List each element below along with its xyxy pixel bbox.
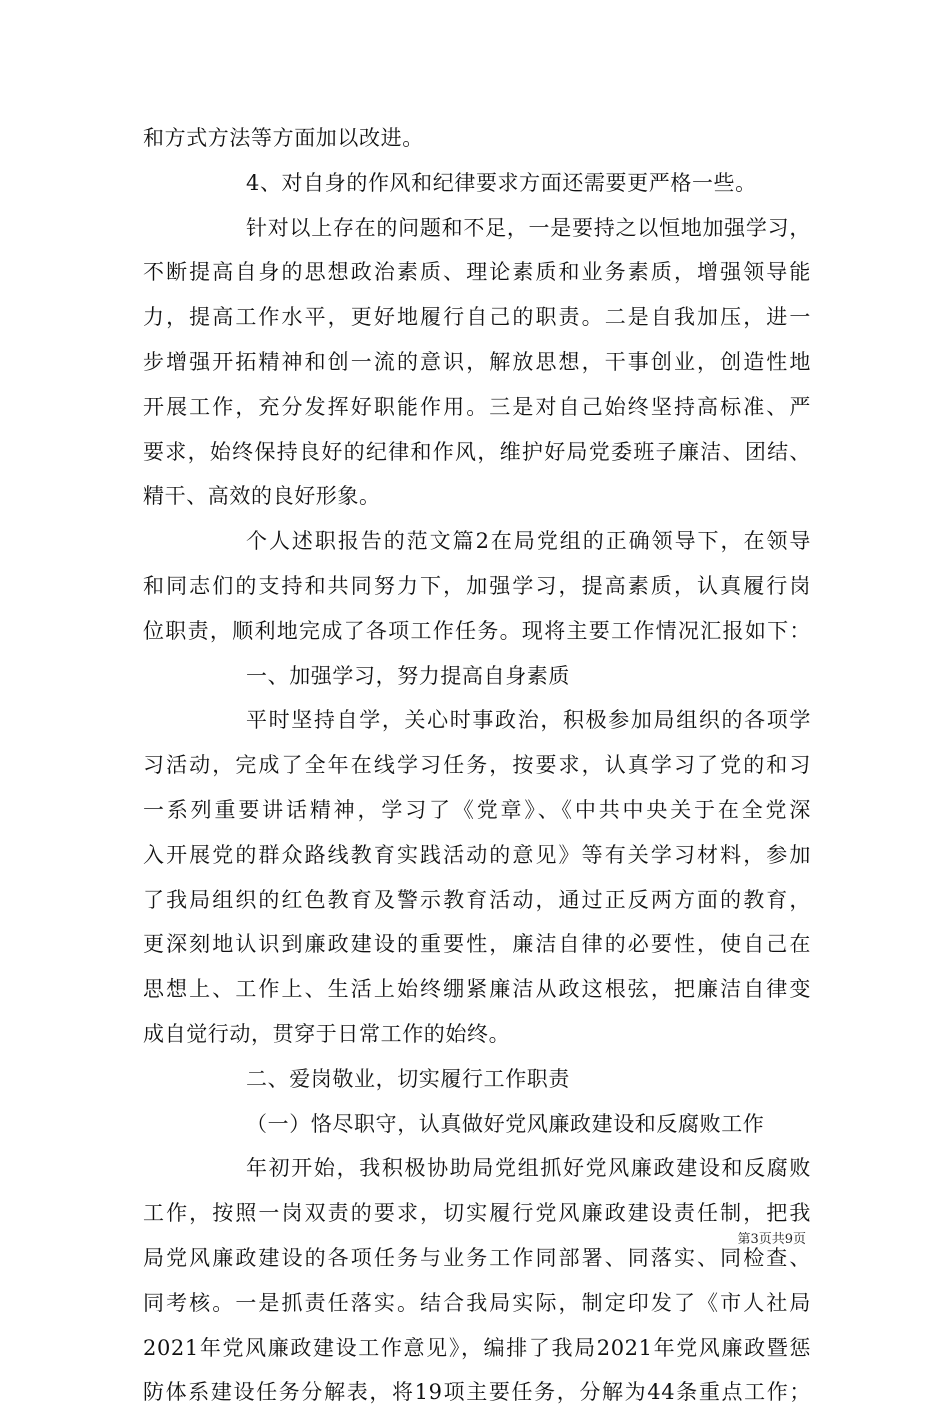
text-line: 和方式方法等方面加以改进。 bbox=[143, 126, 424, 150]
subsection-heading: （一）恪尽职守，认真做好党风廉政建设和反腐败工作 bbox=[246, 1111, 765, 1136]
section-heading: 二、爱岗敬业，切实履行工作职责 bbox=[246, 1066, 570, 1091]
body-text bbox=[143, 116, 823, 1415]
page-number: 第3页共9页 bbox=[737, 1232, 806, 1247]
text-line: 和同志们的支持和共同努力下，加强学习，提高素质，认真履行岗 bbox=[143, 573, 811, 598]
text-line: 成自觉行动，贯穿于日常工作的始终。 bbox=[143, 1021, 511, 1046]
text-line: 4、对自身的作风和纪律要求方面还需要更严格一些。 bbox=[246, 170, 757, 195]
text-line: 步增强开拓精神和创一流的意识，解放思想，干事创业，创造性地 bbox=[143, 349, 811, 374]
text-line: 精干、高效的良好形象。 bbox=[143, 484, 381, 509]
text-line: 工作，按照一岗双责的要求，切实履行党风廉政建设责任制，把我 bbox=[143, 1201, 811, 1226]
text-line: 力，提高工作水平，更好地履行自己的职责。二是自我加压，进一 bbox=[143, 305, 811, 330]
section-heading: 一、加强学习，努力提高自身素质 bbox=[246, 663, 570, 688]
text-line: 了我局组织的红色教育及警示教育活动，通过正反两方面的教育， bbox=[143, 887, 811, 912]
text-line: 思想上、工作上、生活上始终绷紧廉洁从政这根弦，把廉洁自律变 bbox=[143, 977, 811, 1002]
text-line: 入开展党的群众路线教育实践活动的意见》等有关学习材料，参加 bbox=[143, 842, 811, 867]
text-line: 习活动，完成了全年在线学习任务，按要求，认真学习了党的和习 bbox=[143, 753, 811, 778]
text-line: 一系列重要讲话精神，学习了《党章》、《中共中央关于在全党深 bbox=[143, 797, 811, 822]
text-line: 要求，始终保持良好的纪律和作风，维护好局党委班子廉洁、团结、 bbox=[143, 439, 811, 464]
text-line: 不断提高自身的思想政治素质、理论素质和业务素质，增强领导能 bbox=[143, 260, 811, 285]
text-line: 年初开始，我积极协助局党组抓好党风廉政建设和反腐败 bbox=[246, 1156, 811, 1181]
text-line: 防体系建设任务分解表，将19项主要任务，分解为44条重点工作； bbox=[143, 1380, 811, 1405]
text-line: 更深刻地认识到廉政建设的重要性，廉洁自律的必要性，使自己在 bbox=[143, 932, 811, 957]
text-line: 同考核。一是抓责任落实。结合我局实际，制定印发了《市人社局 bbox=[143, 1290, 811, 1315]
text-line: 局党风廉政建设的各项任务与业务工作同部署、同落实、同检查、 bbox=[143, 1245, 811, 1270]
text-line: 2021年党风廉政建设工作意见》，编排了我局2021年党风廉政暨惩 bbox=[143, 1335, 811, 1360]
text-line: 个人述职报告的范文篇2在局党组的正确领导下，在领导 bbox=[246, 529, 811, 554]
text-line: 开展工作，充分发挥好职能作用。三是对自己始终坚持高标准、严 bbox=[143, 394, 811, 419]
text-line: 位职责，顺利地完成了各项工作任务。现将主要工作情况汇报如下： bbox=[143, 618, 811, 643]
text-line: 平时坚持自学，关心时事政治，积极参加局组织的各项学 bbox=[246, 708, 811, 733]
text-line: 针对以上存在的问题和不足，一是要持之以恒地加强学习， bbox=[246, 215, 811, 240]
